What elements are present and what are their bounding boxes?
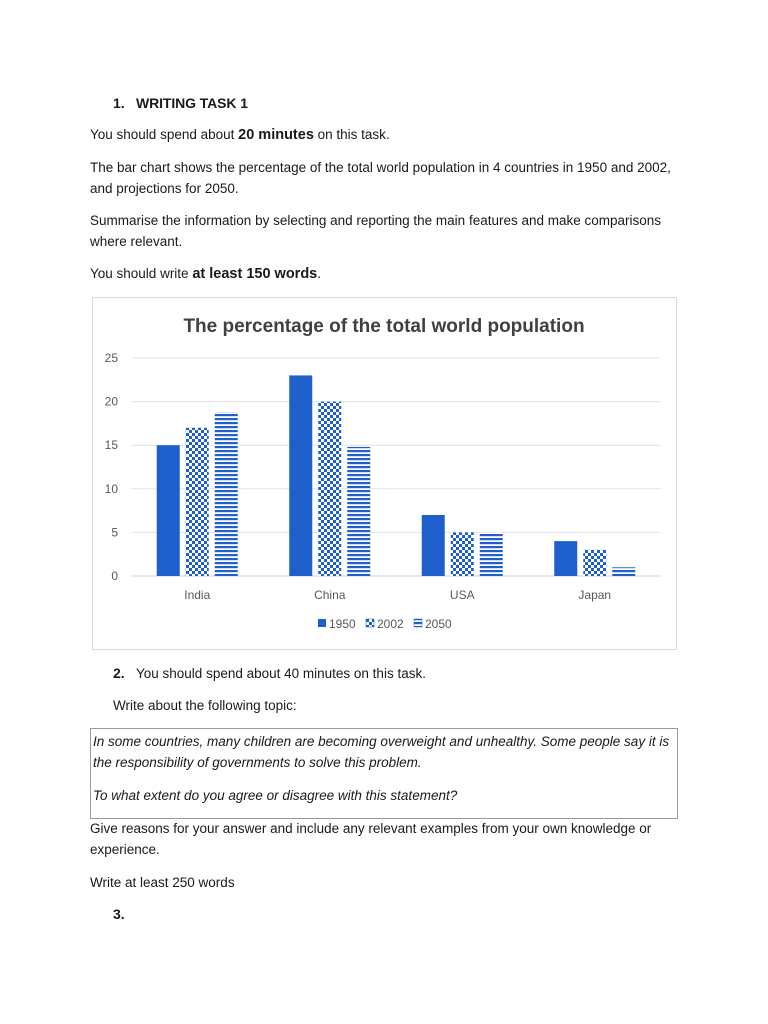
bar-japan-2050 xyxy=(612,567,635,576)
task2-number: 2. xyxy=(113,665,125,681)
time-bold: 20 minutes xyxy=(238,127,314,143)
x-category-label: Japan xyxy=(578,588,612,602)
bar-china-2050 xyxy=(347,447,370,576)
task1-time-instruction xyxy=(90,124,690,146)
bar-chart xyxy=(93,298,676,649)
bar-china-1950 xyxy=(289,375,312,576)
words-suffix: . xyxy=(317,266,322,281)
task1-word-count xyxy=(90,263,690,285)
task3-number: 3. xyxy=(113,906,125,922)
task1-description: The bar chart shows the percentage of the total world population in 4 countries in 1950 and 2002, and projections for 2050. xyxy=(90,160,671,196)
words-prefix: You should write xyxy=(90,266,193,281)
topic-box xyxy=(90,728,678,819)
bar-japan-1950 xyxy=(554,541,577,576)
bar-usa-2002 xyxy=(451,532,474,576)
time-suffix: on this task. xyxy=(313,127,390,142)
x-category-label: USA xyxy=(449,588,475,602)
bars xyxy=(157,375,636,576)
legend-swatch-2050 xyxy=(414,619,422,627)
legend-label-2050: 2050 xyxy=(425,617,452,631)
bar-india-2050 xyxy=(215,412,238,576)
y-tick-label: 25 xyxy=(104,351,118,365)
bar-india-2002 xyxy=(186,428,209,576)
y-tick-label: 0 xyxy=(111,569,118,583)
grid xyxy=(131,358,661,576)
legend xyxy=(318,617,452,631)
task1-number: 1. xyxy=(113,95,125,111)
chart-title: The percentage of the total world population xyxy=(183,316,585,337)
topic-statement: In some countries, many children are becoming overweight and unhealthy. Some people say it is the responsibility of governments to solve this problem. xyxy=(93,734,670,770)
x-category-label: India xyxy=(184,588,211,602)
time-prefix: You should spend about xyxy=(90,127,239,142)
bar-india-1950 xyxy=(157,445,180,576)
task2-reasons: Give reasons for your answer and include any relevant examples from your own knowledge or experience. xyxy=(90,821,652,857)
y-tick-label: 15 xyxy=(104,438,118,453)
bar-japan-2002 xyxy=(583,550,606,576)
y-tick-label: 5 xyxy=(111,525,118,540)
x-category-label: China xyxy=(314,588,346,602)
bar-usa-2050 xyxy=(480,532,503,576)
task2-topic-intro: Write about the following topic: xyxy=(113,698,297,713)
task1-instruction: Summarise the information by selecting and reporting the main features and make comparisons where relevant. xyxy=(90,213,662,249)
y-tick-label: 20 xyxy=(104,394,118,409)
bar-china-2002 xyxy=(318,402,341,576)
legend-label-1950: 1950 xyxy=(329,617,356,631)
bar-usa-1950 xyxy=(422,515,445,576)
task1-title: WRITING TASK 1 xyxy=(136,95,248,111)
legend-swatch-2002 xyxy=(366,619,374,627)
legend-swatch-1950 xyxy=(318,619,326,627)
y-tick-label: 10 xyxy=(104,481,118,496)
bar-chart-frame xyxy=(92,297,677,650)
words-bold: at least 150 words xyxy=(192,266,318,282)
task2-time-instruction: You should spend about 40 minutes on this task. xyxy=(136,666,426,681)
topic-question: To what extent do you agree or disagree with this statement? xyxy=(93,788,458,803)
task2-word-count: Write at least 250 words xyxy=(90,875,235,890)
legend-label-2002: 2002 xyxy=(377,617,404,631)
